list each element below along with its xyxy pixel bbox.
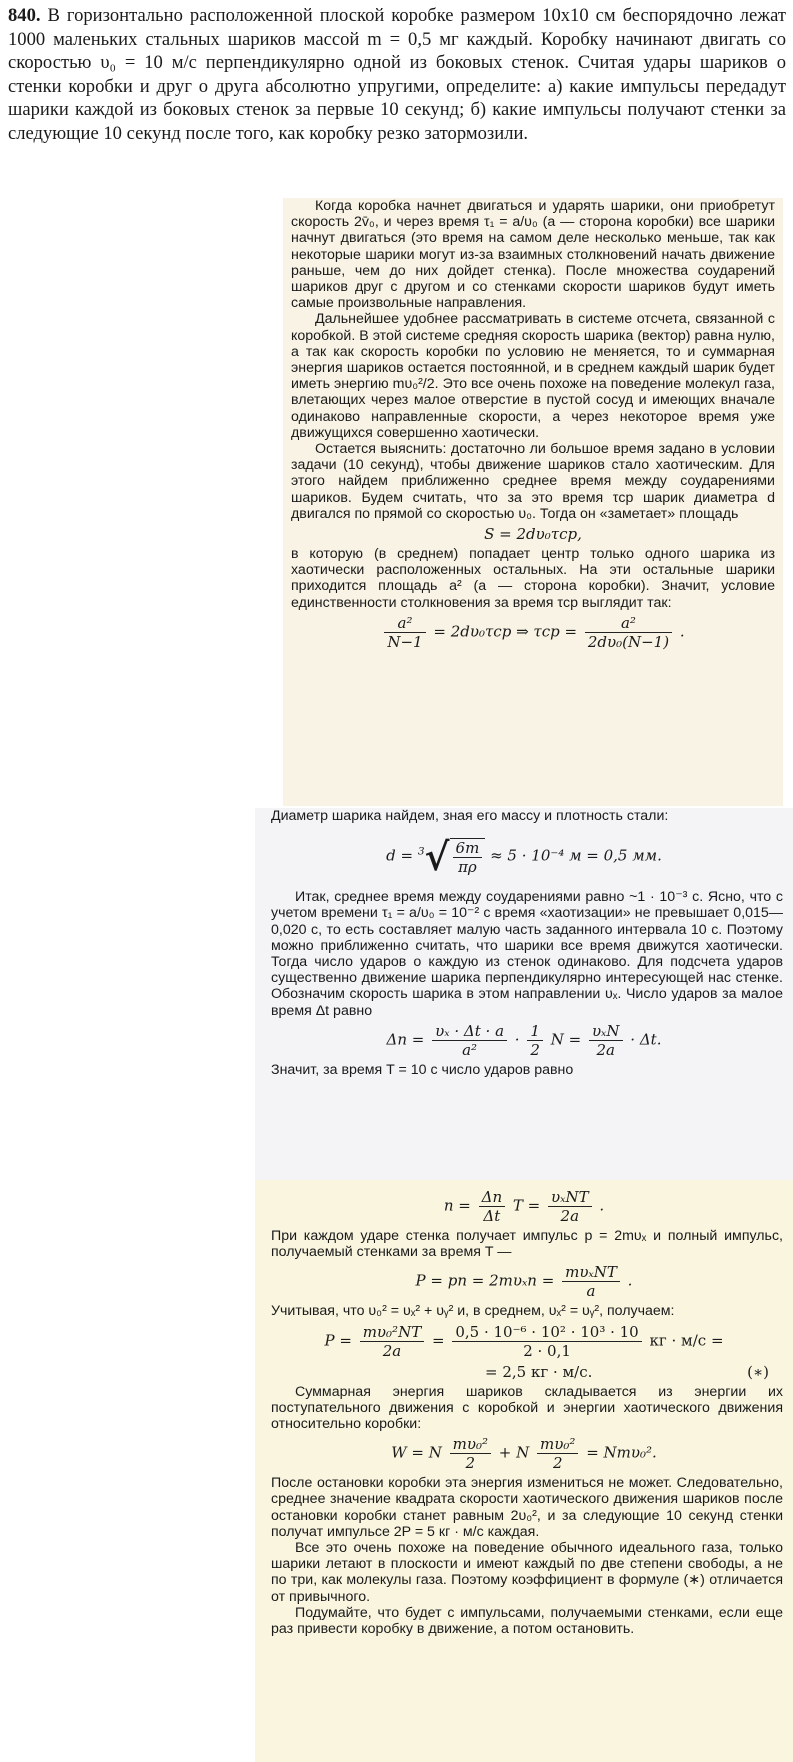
formula-diameter: d = $^3$√ $\frac{6m}{\pi\rho}$ ≈ 5 · 10⁻⁴ м = 0,5 мм. bbox=[386, 834, 662, 880]
problem-number: 840. bbox=[8, 5, 41, 26]
solution-paragraph: Когда коробка начнет двигаться и ударять шарики, они приобретут скорость 2v̄₀, и через время τ₁ = a/υ₀ (a — сторона коробки) все шарики начнут двигаться (это время на самом деле несколько меньше, так как некоторые шарики могут из-за взаимных столкновений начать движение раньше, чем до них дойдет стенка). После множества соударений шариков друг с другом и со стенками скорости шариков будут иметь самые произвольные направления. bbox=[291, 198, 775, 312]
solution-paragraph: Диаметр шарика найдем, зная его массу и плотность стали: bbox=[271, 808, 669, 824]
solution-paragraph: в которую (в среднем) попадает центр только одного шарика из хаотически расположенных остальных. На эти остальные шарики приходится площадь a² (a — сторона коробки). Значит, условие единственности столкновения за время τср выглядит так: bbox=[291, 546, 775, 611]
formula-total-impulse: P = pn = 2mυₓn = $\frac{\text{mυₓNT}}{a}$ . bbox=[415, 1263, 633, 1301]
formula-impulse-value: P = $\frac{\text{mυ₀²NT}}{2a}$ = $\frac{\text{0,5 · 10⁻⁶ · 10² · 10³ · 10}}{2 \cdot 0,1}$ кг · м/с = bbox=[324, 1322, 724, 1360]
problem-statement bbox=[8, 4, 786, 146]
solution-paragraph: Значит, за время T = 10 с число ударов равно bbox=[271, 1061, 574, 1078]
formula-hit-count: n = $\frac{\Delta n}{\Delta t}$ T = $\frac{\text{υₓNT}}{2a}$ . bbox=[443, 1188, 605, 1225]
equation-tag: (∗) bbox=[747, 1362, 769, 1381]
solution-part-3 bbox=[255, 1180, 793, 1762]
solution-paragraph: Итак, среднее время между соударениями равно ~1 · 10⁻³ с. Ясно, что с учетом времени τ₁ = a/υ₀ = 10⁻² с время «хаотизации» не превышает 0,015—0,020 с, то есть составляет малую часть заданного интервала 10 с. Поэтому можно приближенно считать, что шарики все время движутся хаотически. Тогда число ударов о каждую из стенок одинаково. Для подсчета ударов существенно движение шарика перпендикулярно интересующей нас стенке. Обозначим скорость шарика в этом направлении υₓ. Число ударов за малое время Δt равно bbox=[271, 889, 783, 1019]
root-sign: √ bbox=[424, 834, 450, 880]
formula-impulse-result: = 2,5 кг · м/с. (∗) bbox=[485, 1362, 769, 1381]
problem-text: В горизонтально расположенной плоской коробке размером 10х10 см беспорядочно лежат 1000 маленьких стальных шариков массой m = 0,5 мг каждый. Коробку начинают двигать со скоростью υ₀ = 10 м/с перпендикулярно одной из боковых стенок. Считая удары шариков о стенки коробки и друг о друга абсолютно упругими, определите: а) какие импульсы передадут шарики каждой из боковых стенок за первые 10 секунд; б) какие импульсы получают стенки за следующие 10 секунд после того, как коробку резко затормозили. bbox=[8, 5, 786, 144]
solution-paragraph: Остается выяснить: достаточно ли большое время задано в условии задачи (10 секунд), чтобы движение шариков стало хаотическим. Для этого найдем приближенно среднее время между соударениями шариков. Будем считать, что за это время τср шарик диаметра d двигался по прямой со скоростью υ₀. Тогда он «заметает» площадь bbox=[291, 441, 775, 522]
formula-area: S = 2dυ₀τср, bbox=[484, 525, 582, 544]
solution-part-2 bbox=[255, 808, 793, 1180]
problem-statement-block bbox=[0, 0, 793, 188]
formula-energy: W = N $\frac{\text{mυ₀²}}{2}$ + N $\frac{\text{mυ₀²}}{2}$ = Nmυ₀². bbox=[391, 1435, 657, 1473]
solution-part-1 bbox=[283, 198, 783, 806]
solution-paragraph: При каждом ударе стенка получает импульс p = 2mυₓ и полный импульс, получаемый стенками за время T — bbox=[271, 1228, 783, 1261]
solution-paragraph: Все это очень похоже на поведение обычного идеального газа, только шарики летают в плоскости и имеют каждый по две степени свободы, а не по три, как молекулы газа. Поэтому коэффициент в формуле (∗) отличается от привычного. bbox=[271, 1540, 783, 1605]
solution-paragraph: Учитывая, что υ₀² = υₓ² + υᵧ² и, в среднем, υₓ² = υᵧ², получаем: bbox=[271, 1303, 675, 1320]
solution-paragraph: После остановки коробки эта энергия измениться не может. Следовательно, среднее значение квадрата скорости хаотического движения шариков после остановки коробки станет равным 2υ₀², и за следующие 10 секунд стенки получат импульсе 2P = 5 кг · м/с каждая. bbox=[271, 1475, 783, 1540]
solution-paragraph: Подумайте, что будет с импульсами, получаемыми стенками, если еще раз привести коробку в движение, а потом остановить. bbox=[271, 1604, 783, 1638]
formula-collision-time: $\frac{\text{a²}}{N-1}$ = 2dυ₀τср ⇒ τср = $\frac{\text{a²}}{\text{2dυ₀(N−1)}}$ . bbox=[283, 614, 783, 651]
solution-paragraph: Суммарная энергия шариков складывается из энергии их поступательного движения с коробкой и энергии хаотического движения относительно коробки: bbox=[271, 1383, 783, 1433]
formula-hits: Δn = $\frac{\text{υₓ · Δt · a}}{\text{a²}}$ · $\frac{1}{2}$ N = $\frac{\text{υₓN}}{2a}$ · Δt. bbox=[386, 1021, 662, 1059]
solution-paragraph: Дальнейшее удобнее рассматривать в системе отсчета, связанной с коробкой. В этой системе средняя скорость шарика (вектор) равна нулю, а так как скорость коробки по условию не меняется, то и суммарная энергия шариков остается постоянной, и в среднем каждый шарик будет иметь энергию mυ₀²/2. Это все очень похоже на поведение молекул газа, влетающих через малое отверстие в пустой сосуд и имеющих вначале одинаково направленные скорости, а через некоторое время уже движущихся совершенно хаотически. bbox=[291, 311, 775, 441]
